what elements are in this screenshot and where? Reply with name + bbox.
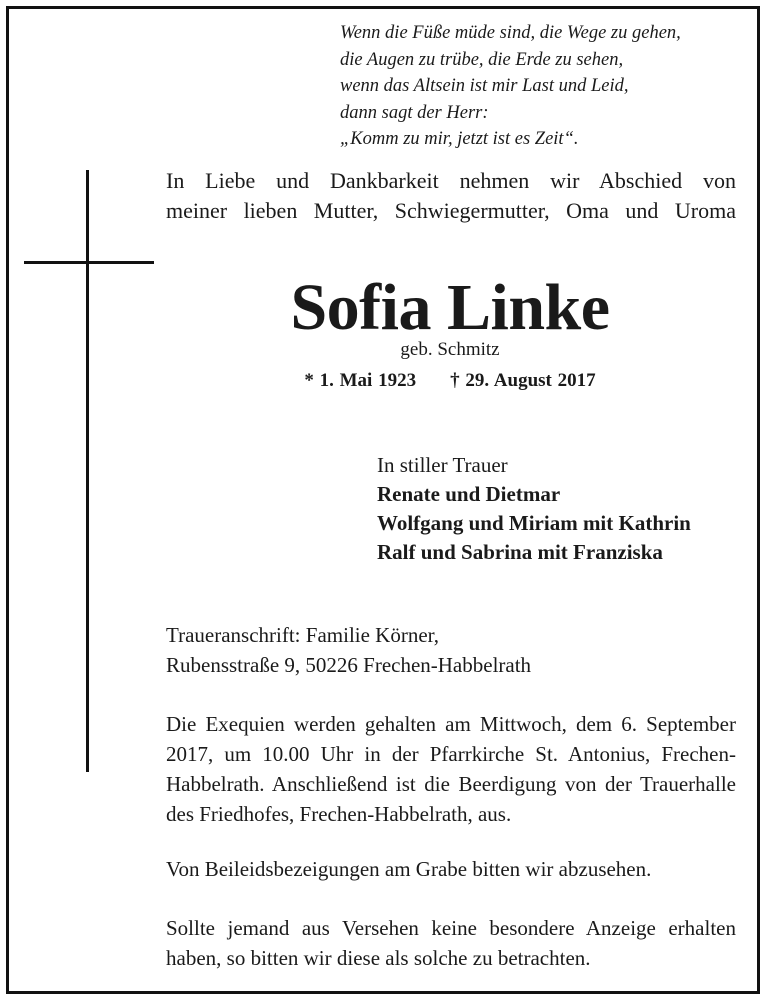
deceased-name: Sofia Linke xyxy=(290,271,610,344)
service-line: 2017, um 10.00 Uhr in der Pfarrkirche St. Antonius, Frechen- xyxy=(166,742,736,766)
intro-text xyxy=(166,166,736,226)
service-info xyxy=(166,709,736,829)
intro-line: In Liebe und Dankbarkeit nehmen wir Abschied von xyxy=(166,168,736,193)
intro-line: meiner lieben Mutter, Schwiegermutter, Oma und Uroma xyxy=(166,198,736,223)
cross-icon-bar xyxy=(24,261,154,264)
poem-line: wenn das Altsein ist mir Last und Leid, xyxy=(340,76,629,96)
mourner-family: Wolfgang und Miriam mit Kathrin xyxy=(377,511,691,535)
death-date: † 29. August 2017 xyxy=(450,370,596,391)
condolences-line: Von Beileidsbezeigungen am Grabe bitten wir abzusehen. xyxy=(166,857,652,881)
mourners xyxy=(377,451,691,567)
address-line: Rubensstraße 9, 50226 Frechen-Habbelrath xyxy=(166,653,532,677)
mourning-address xyxy=(166,620,531,680)
poem-line: „Komm zu mir, jetzt ist es Zeit“. xyxy=(340,129,579,149)
birth-date: * 1. Mai 1923 xyxy=(304,370,417,391)
poem-line: dann sagt der Herr: xyxy=(340,102,489,123)
mourner-family: Ralf und Sabrina mit Franziska xyxy=(377,540,663,564)
poem-line: die Augen zu trübe, die Erde zu sehen, xyxy=(340,49,624,70)
service-line: Habbelrath. Anschließend ist die Beerdigung von der Trauerhalle xyxy=(166,772,736,796)
address-line: Traueranschrift: Familie Körner, xyxy=(166,623,440,647)
poem xyxy=(340,20,750,153)
notice-line: Sollte jemand aus Versehen keine besondere Anzeige erhalten xyxy=(166,916,736,940)
birth-name: geb. Schmitz xyxy=(400,339,500,360)
condolences-note xyxy=(166,854,736,884)
service-line: Die Exequien werden gehalten am Mittwoch, dem 6. September xyxy=(166,712,736,736)
poem-line: Wenn die Füße müde sind, die Wege zu gehen, xyxy=(340,23,681,43)
notice-line: haben, so bitten wir diese als solche zu betrachten. xyxy=(166,946,591,970)
mourner-family: Renate und Dietmar xyxy=(377,482,561,506)
closing-notice xyxy=(166,913,736,973)
life-dates xyxy=(160,368,740,394)
service-line: des Friedhofes, Frechen-Habbelrath, aus. xyxy=(166,802,512,826)
mourners-heading: In stiller Trauer xyxy=(377,453,508,477)
